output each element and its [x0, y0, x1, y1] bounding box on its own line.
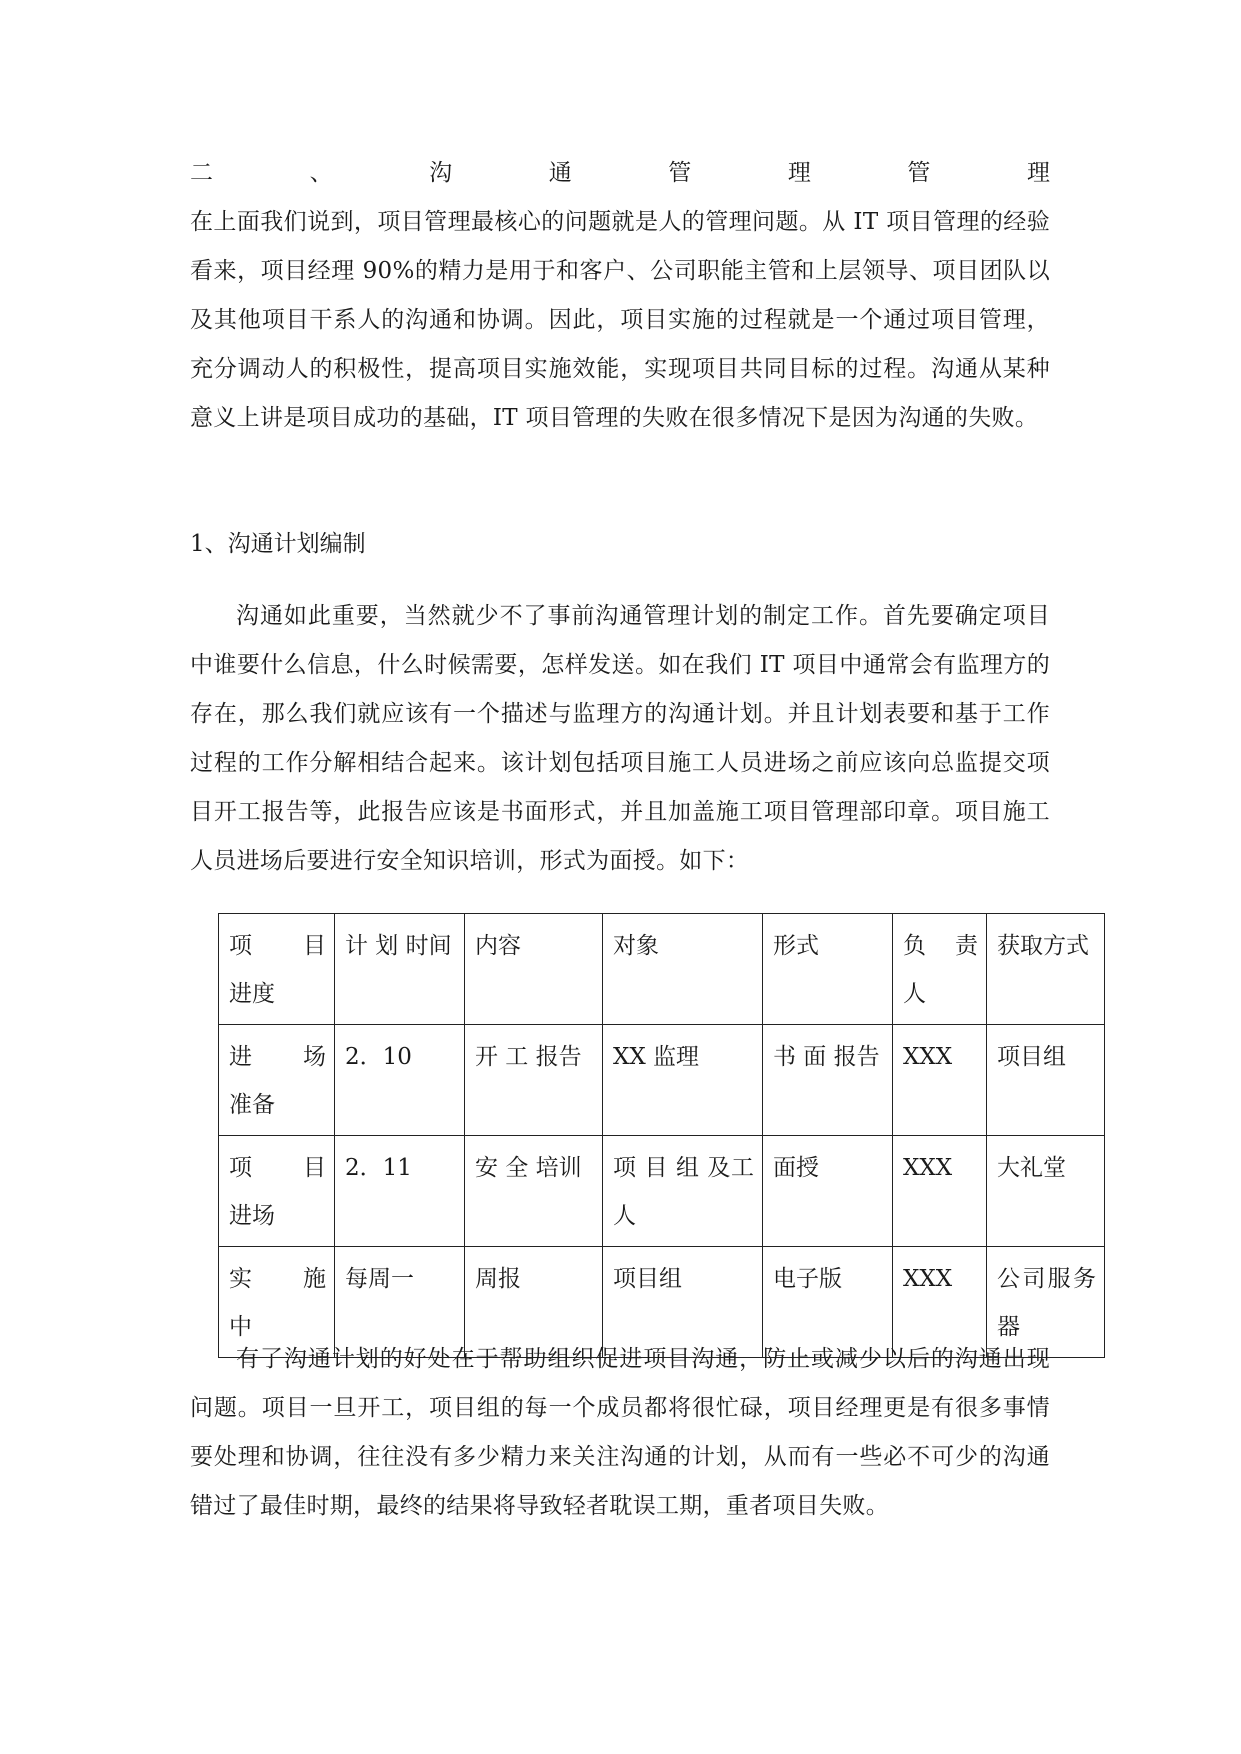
section-title: 1、沟通计划编制	[190, 531, 366, 557]
table-cell: 每周一	[335, 1247, 465, 1358]
table-cell: 项目组	[987, 1025, 1105, 1136]
intro-paragraph: 在上面我们说到，项目管理最核心的问题就是人的管理问题。从 IT 项目管理的经验看来，项目经理 90%的精力是用于和客户、公司职能主管和上层领导、项目团队以及其他项目干系人的沟通和协调。因此，项目实施的过程就是一个通过项目管理，充分调动人的积极性，提高项目实施效能，实现项目共同目标的过程。沟通从某种意义上讲是项目成功的基础，IT 项目管理的失败在很多情况下是因为沟通的失败。	[190, 209, 1050, 431]
table-cell: 项 目进场	[219, 1136, 335, 1247]
table-cell: 进 场准备	[219, 1025, 335, 1136]
table-cell: XXX	[893, 1025, 987, 1136]
heading-char: 理	[1026, 160, 1050, 186]
table-cell: XXX	[893, 1247, 987, 1358]
heading-char: 二	[190, 160, 213, 186]
table-cell: 2．11	[335, 1136, 465, 1247]
table-cell: 2．10	[335, 1025, 465, 1136]
table-header-cell: 内容	[465, 914, 603, 1025]
table-header-cell: 形式	[763, 914, 893, 1025]
table-cell: 安 全 培训	[465, 1136, 603, 1247]
table-header-cell: 负 责人	[893, 914, 987, 1025]
table-cell: 周报	[465, 1247, 603, 1358]
plan-paragraph: 沟通如此重要，当然就少不了事前沟通管理计划的制定工作。首先要确定项目中谁要什么信息，什么时候需要，怎样发送。如在我们 IT 项目中通常会有监理方的存在，那么我们就应该有一个描述与监理方的沟通计划。并且计划表要和基于工作过程的工作分解相结合起来。该计划包括项目施工人员进场之前应该向总监提交项目开工报告等，此报告应该是书面形式，并且加盖施工项目管理部印章。项目施工人员进场后要进行安全知识培训，形式为面授。如下：	[190, 603, 1050, 874]
heading-char: 沟	[429, 160, 453, 186]
heading-char: 理	[787, 160, 811, 186]
table-cell: 实 施中	[219, 1247, 335, 1358]
table-cell: 大礼堂	[987, 1136, 1105, 1247]
heading-char: 管	[907, 160, 931, 186]
table-header-cell: 对象	[603, 914, 763, 1025]
table-row	[219, 1136, 1105, 1247]
table-cell: 开 工 报告	[465, 1025, 603, 1136]
table-cell: XX 监理	[603, 1025, 763, 1136]
table-cell: 项目组	[603, 1247, 763, 1358]
table-header-cell: 项 目进度	[219, 914, 335, 1025]
table-cell: 面授	[763, 1136, 893, 1247]
table-header-cell: 获取方式	[987, 914, 1105, 1025]
section-heading	[190, 156, 1050, 190]
table-cell: XXX	[893, 1136, 987, 1247]
table-header-cell: 计 划 时间	[335, 914, 465, 1025]
heading-char: 通	[548, 160, 572, 186]
table-cell: 公司服务器	[987, 1247, 1105, 1358]
table-cell: 项 目 组 及工人	[603, 1136, 763, 1247]
benefit-paragraph: 有了沟通计划的好处在于帮助组织促进项目沟通，防止或减少以后的沟通出现问题。项目一旦开工，项目组的每一个成员都将很忙碌，项目经理更是有很多事情要处理和协调，往往没有多少精力来关注沟通的计划，从而有一些必不可少的沟通错过了最佳时期，最终的结果将导致轻者耽误工期，重者项目失败。	[190, 1346, 1050, 1519]
table-cell: 电子版	[763, 1247, 893, 1358]
heading-char: 、	[309, 160, 333, 186]
table-cell: 书 面 报告	[763, 1025, 893, 1136]
communication-plan-table	[218, 913, 1105, 1358]
table-row	[219, 1025, 1105, 1136]
table-header-row	[219, 914, 1105, 1025]
heading-char: 管	[668, 160, 692, 186]
